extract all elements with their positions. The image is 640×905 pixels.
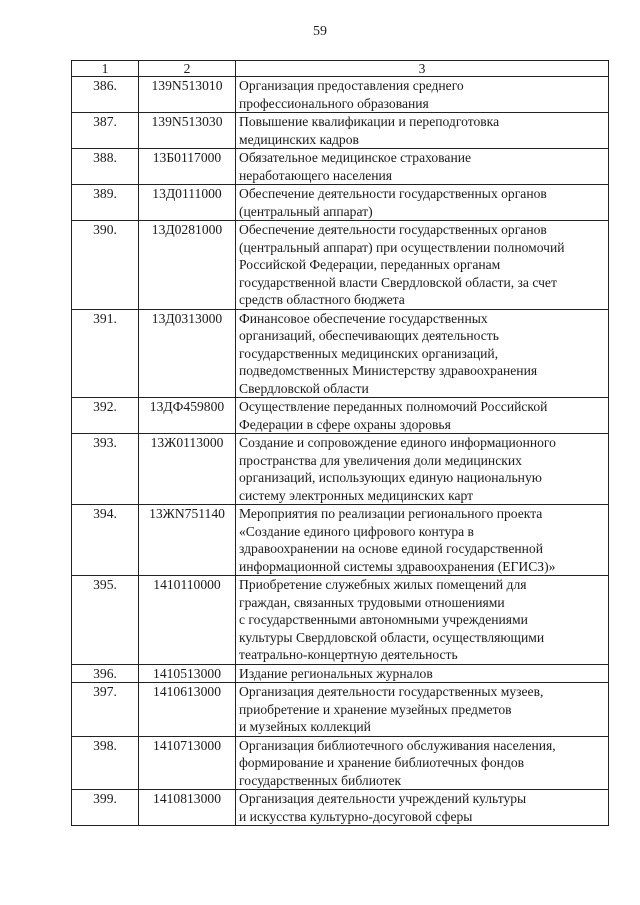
row-number: 397.: [72, 683, 139, 737]
row-name: [236, 736, 609, 790]
row-name-line: формирование и хранение библиотечных фондов: [239, 755, 525, 770]
row-name: [236, 77, 609, 113]
table-row: [72, 185, 609, 221]
budget-codes-table: [71, 60, 609, 826]
row-name-line: Федерации в сфере охраны здоровья: [239, 416, 451, 432]
row-name-line: подведомственных Министерству здравоохранения: [239, 363, 538, 378]
table-row: [72, 736, 609, 790]
row-number: 396.: [72, 664, 139, 683]
table-row: [72, 149, 609, 185]
row-name: [236, 664, 609, 683]
row-number: 388.: [72, 149, 139, 185]
row-name: [236, 683, 609, 737]
row-code: 139N513030: [139, 113, 236, 149]
table-row: [72, 790, 609, 826]
column-header-code: 2: [139, 61, 236, 77]
row-number: 394.: [72, 505, 139, 576]
row-name-line: Приобретение служебных жилых помещений для: [239, 577, 527, 592]
row-name-line: (центральный аппарат): [239, 203, 373, 219]
column-header-name: 3: [236, 61, 609, 77]
row-name-line: и музейных коллекций: [239, 719, 371, 734]
row-code: 13Б0117000: [139, 149, 236, 185]
row-code: 13ДФ459800: [139, 398, 236, 434]
row-number: 399.: [72, 790, 139, 826]
table-row: [72, 221, 609, 310]
row-number: 398.: [72, 736, 139, 790]
table-row: [72, 398, 609, 434]
row-name-line: профессионального образования: [239, 95, 429, 111]
row-name-line: «Создание единого цифрового контура в: [239, 523, 474, 539]
table-row: [72, 309, 609, 398]
row-name: [236, 309, 609, 398]
row-number: 392.: [72, 398, 139, 434]
row-code: 1410713000: [139, 736, 236, 790]
row-name-line: организаций, использующих единую национальную: [239, 470, 542, 485]
row-name: [236, 505, 609, 576]
row-name: [236, 576, 609, 665]
row-number: 391.: [72, 309, 139, 398]
row-name: [236, 185, 609, 221]
row-name-line: Обязательное медицинское страхование: [239, 150, 472, 165]
row-name-line: информационной системы здравоохранения (ЕГИСЗ)»: [239, 558, 556, 574]
row-code: 1410813000: [139, 790, 236, 826]
page-number: 59: [313, 24, 327, 39]
row-code: 1410513000: [139, 664, 236, 683]
table-row: [72, 113, 609, 149]
row-name-line: пространства для увеличения доли медицинских: [239, 452, 522, 468]
row-name-line: Организация деятельности государственных музеев,: [239, 684, 544, 699]
table-row: [72, 505, 609, 576]
row-name-line: Создание и сопровождение единого информационного: [239, 435, 556, 450]
row-name: [236, 398, 609, 434]
table-row: [72, 664, 609, 683]
row-name-line: систему электронных медицинских карт: [239, 487, 474, 503]
row-name-line: Свердловской области: [239, 380, 369, 396]
row-code: 139N513010: [139, 77, 236, 113]
table-row: [72, 576, 609, 665]
table-row: [72, 434, 609, 505]
row-name-line: Обеспечение деятельности государственных органов: [239, 186, 547, 201]
row-name-line: здравоохранении на основе единой государственной: [239, 541, 544, 556]
row-name-line: и искусства культурно-досуговой сферы: [239, 808, 473, 824]
row-code: 13Д0313000: [139, 309, 236, 398]
row-name-line: Организация предоставления среднего: [239, 78, 464, 93]
row-name-line: театрально-концертную деятельность: [239, 647, 458, 662]
column-header-number: 1: [72, 61, 139, 77]
row-name: [236, 149, 609, 185]
row-name: [236, 790, 609, 826]
row-name-line: государственных медицинских организаций,: [239, 345, 499, 361]
row-number: 389.: [72, 185, 139, 221]
row-name-line: Организация библиотечного обслуживания населения,: [239, 737, 556, 753]
row-number: 395.: [72, 576, 139, 665]
row-name-line: приобретение и хранение музейных предметов: [239, 701, 512, 717]
table-row: [72, 77, 609, 113]
row-name-line: организаций, обеспечивающих деятельность: [239, 328, 499, 343]
row-name-line: средств областного бюджета: [239, 292, 405, 307]
table-header-row: [72, 61, 609, 77]
row-name: [236, 113, 609, 149]
table-row: [72, 683, 609, 737]
row-name-line: Мероприятия по реализации регионального проекта: [239, 506, 543, 521]
row-code: 13Д0111000: [139, 185, 236, 221]
row-name-line: культуры Свердловской области, осуществляющими: [239, 629, 545, 645]
row-code: 1410110000: [139, 576, 236, 665]
row-name-line: государственных библиотек: [239, 772, 402, 788]
row-name-line: Финансовое обеспечение государственных: [239, 310, 488, 326]
row-number: 387.: [72, 113, 139, 149]
row-number: 393.: [72, 434, 139, 505]
row-name-line: Обеспечение деятельности государственных органов: [239, 222, 547, 237]
row-name-line: Осуществление переданных полномочий Российской: [239, 399, 548, 414]
row-code: 13ЖN751140: [139, 505, 236, 576]
row-name-line: граждан, связанных трудовыми отношениями: [239, 594, 505, 610]
row-name-line: неработающего населения: [239, 167, 393, 183]
row-code: 1410613000: [139, 683, 236, 737]
row-name-line: с государственными автономными учреждениями: [239, 612, 528, 627]
row-number: 386.: [72, 77, 139, 113]
row-number: 390.: [72, 221, 139, 310]
row-code: 13Д0281000: [139, 221, 236, 310]
row-name: [236, 221, 609, 310]
row-name-line: Повышение квалификации и переподготовка: [239, 114, 500, 129]
row-name: [236, 434, 609, 505]
row-code: 13Ж0113000: [139, 434, 236, 505]
row-name-line: медицинских кадров: [239, 131, 359, 147]
row-name-line: Организация деятельности учреждений культуры: [239, 791, 527, 806]
row-name-line: Издание региональных журналов: [239, 665, 433, 681]
row-name-line: Российской Федерации, переданных органам: [239, 257, 501, 272]
row-name-line: государственной власти Свердловской области, за счет: [239, 274, 557, 290]
row-name-line: (центральный аппарат) при осуществлении полномочий: [239, 239, 565, 255]
